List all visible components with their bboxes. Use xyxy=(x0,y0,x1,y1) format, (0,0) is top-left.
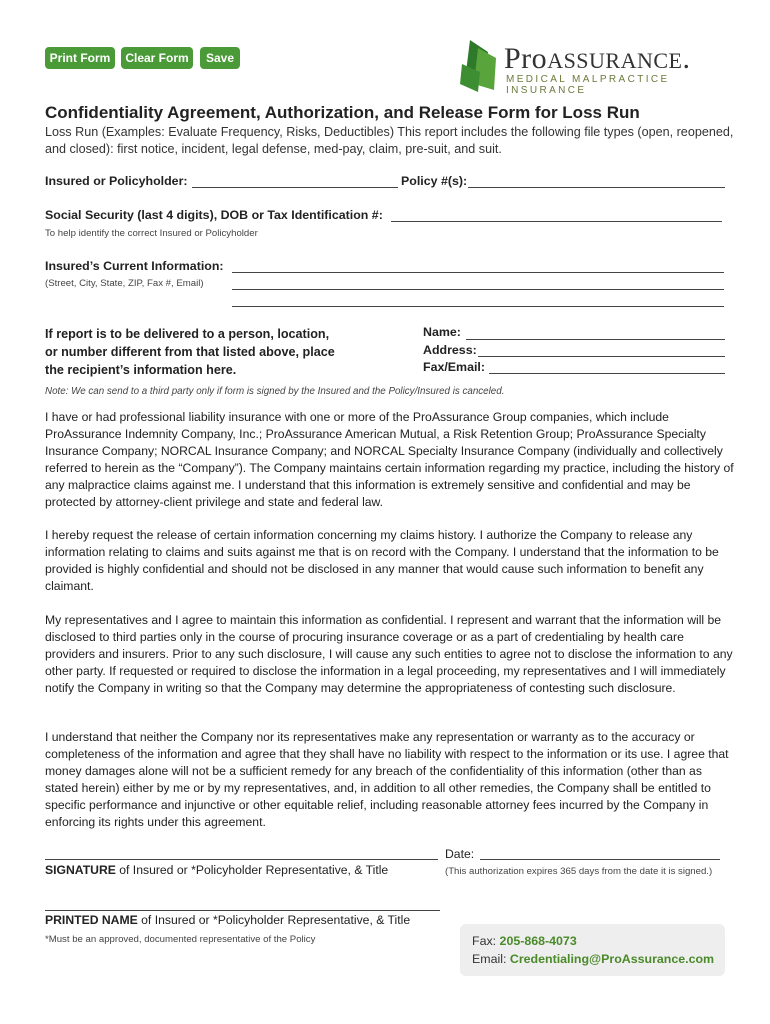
printed-name-field[interactable] xyxy=(45,910,440,911)
insured-field[interactable] xyxy=(192,187,398,188)
fax-number: 205-868-4073 xyxy=(499,934,577,948)
print-form-button[interactable]: Print Form xyxy=(45,47,115,69)
paragraph-liability: I understand that neither the Company nor its representatives make any representation or warranty as to the accuracy or completeness of the information and agree that they shall have no liability with respect to the information or its use. I agree that money damages alone will not be a sufficient remedy for any breach of the confidentiality of this information (other than as stated herein) either by me or by my representatives, and, in addition to all other remedies, the Company shall be entitled to specific performance and injunctive or other equitable relief, including reasonable attorney fees incurred by the Company in enforcing its rights under this agreement. xyxy=(45,730,729,829)
ssn-label: Social Security (last 4 digits), DOB or Tax Identification #: xyxy=(45,208,383,222)
clear-form-button[interactable]: Clear Form xyxy=(121,47,193,69)
representative-footnote: *Must be an approved, documented representative of the Policy xyxy=(45,934,316,945)
form-intro: Loss Run (Examples: Evaluate Frequency, Risks, Deductibles) This report includes the following file types (open, reopened, and closed): first notice, incident, legal defense, med-pay, claim, pre-suit, and suit. xyxy=(45,125,734,156)
date-label: Date: xyxy=(445,847,475,861)
printed-name-caption: PRINTED NAME of Insured or *Policyholder Representative, & Title xyxy=(45,913,411,927)
third-party-note: Note: We can send to a third party only if form is signed by the Insured and the Policy/Insured is canceled. xyxy=(45,386,505,397)
recipient-fax-email-label: Fax/Email: xyxy=(423,360,485,374)
logo-mark-icon xyxy=(460,38,500,94)
logo-tagline: MEDICAL MALPRACTICE INSURANCE xyxy=(506,74,670,96)
delivery-instruction: If report is to be delivered to a person, location, or number different from that listed above, place the recipient’s information here. xyxy=(45,327,335,377)
recipient-name-label: Name: xyxy=(423,325,461,339)
paragraph-request: I hereby request the release of certain information concerning my claims history. I authorize the Company to release any information relating to claims and suits against me that is on record with the Company. I understand that the information to be provided is highly confidential and should not be disclosed in any manner that would cause such information to benefit any claimant. xyxy=(45,528,719,593)
form-title: Confidentiality Agreement, Authorization, and Release Form for Loss Run xyxy=(45,103,640,122)
ssn-field[interactable] xyxy=(391,221,722,222)
current-info-help-text: (Street, City, State, ZIP, Fax #, Email) xyxy=(45,278,204,289)
current-info-field-3[interactable] xyxy=(232,306,724,307)
recipient-fax-email-field[interactable] xyxy=(489,373,725,374)
signature-caption: SIGNATURE of Insured or *Policyholder Representative, & Title xyxy=(45,863,389,877)
contact-box xyxy=(460,924,725,976)
current-info-field-1[interactable] xyxy=(232,272,724,273)
fax-line: Fax: 205-868-4073 xyxy=(472,934,577,948)
proassurance-logo xyxy=(460,38,730,94)
date-field[interactable] xyxy=(480,859,720,860)
insured-label: Insured or Policyholder: xyxy=(45,174,188,188)
recipient-name-field[interactable] xyxy=(466,339,725,340)
save-button[interactable]: Save xyxy=(200,47,240,69)
signature-field[interactable] xyxy=(45,859,438,860)
paragraph-insurance: I have or had professional liability insurance with one or more of the ProAssurance Group companies, which include ProAssurance Indemnity Company, Inc.; ProAssurance American Mutual, a Risk Retention Group; ProAssurance Specialty Insurance Company; NORCAL Insurance Company; and NORCAL Specialty Insurance Company (individually and collectively referred to herein as the “Company”). The Company maintains certain information regarding my practice, including the history of any malpractice claims against me. I understand that this information is extremely sensitive and confidential and may be protected by attorney-client privilege and state and federal law. xyxy=(45,410,734,509)
authorization-expiry: (This authorization expires 365 days from the date it is signed.) xyxy=(445,866,713,877)
recipient-address-label: Address: xyxy=(423,343,477,357)
ssn-help-text: To help identify the correct Insured or Policyholder xyxy=(45,228,258,239)
email-line: Email: Credentialing@ProAssurance.com xyxy=(472,952,715,966)
policy-field[interactable] xyxy=(468,187,725,188)
policy-label: Policy #(s): xyxy=(401,174,468,188)
logo-wordmark: ProASSURANCE. xyxy=(504,42,691,75)
current-info-field-2[interactable] xyxy=(232,289,724,290)
recipient-address-field[interactable] xyxy=(478,356,725,357)
current-info-label: Insured’s Current Information: xyxy=(45,259,224,273)
email-link[interactable]: Credentialing@ProAssurance.com xyxy=(509,952,715,966)
paragraph-confidential: My representatives and I agree to maintain this information as confidential. I represent and warrant that the information will be disclosed to third parties only in the course of procuring insurance coverage or as a part of credentialing by health care providers and insurers. Prior to any such disclosure, I will cause any such entities to agree not to disclose the information to any other party. If requested or required to disclose the information in a legal proceeding, my representatives and I will immediately notify the Company in writing so that the Company may determine the appropriateness of contesting such disclosure. xyxy=(45,613,733,695)
